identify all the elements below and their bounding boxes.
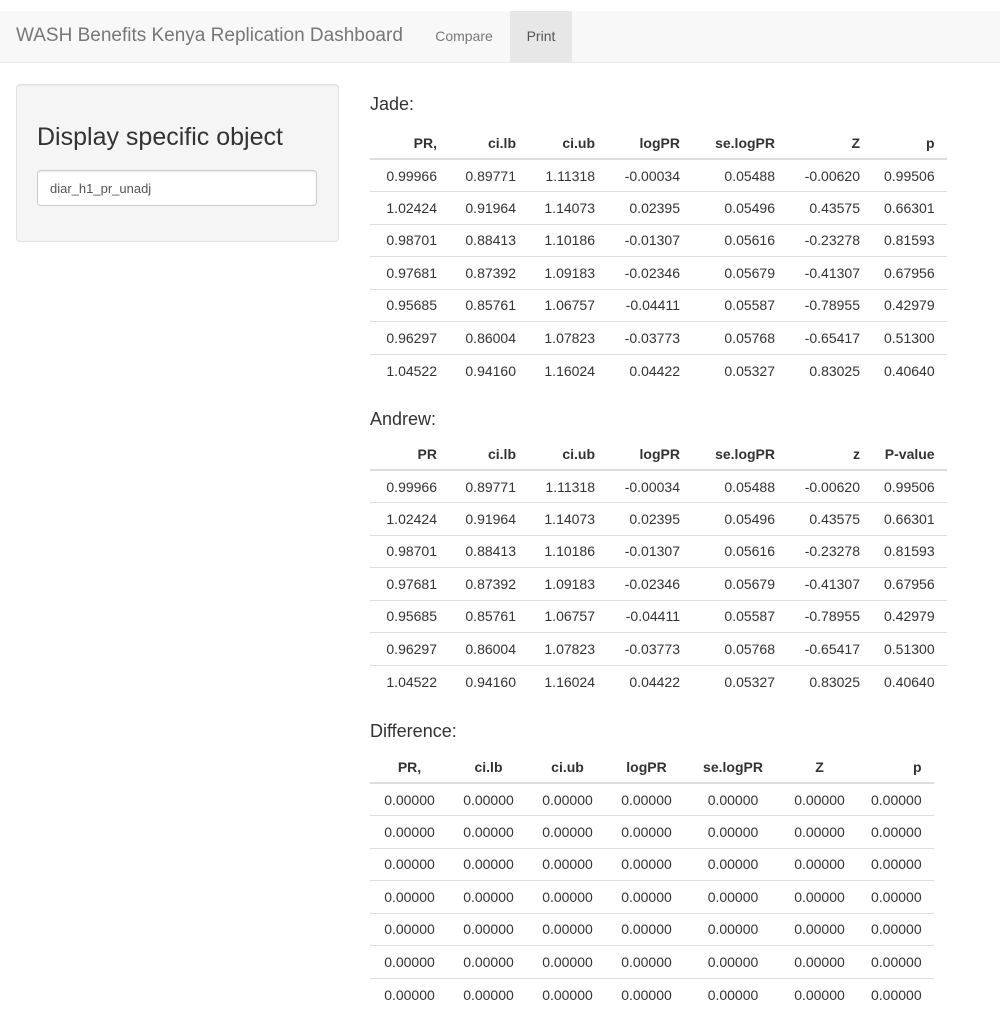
table-cell: 0.00000 <box>607 816 686 849</box>
table-cell: 0.96297 <box>370 633 449 666</box>
table-cell: 0.05587 <box>692 289 787 322</box>
table-row <box>370 470 947 503</box>
table-cell: 0.00000 <box>528 978 607 1011</box>
table-cell: 0.00000 <box>607 783 686 816</box>
table-cell: 0.00000 <box>686 848 780 881</box>
table-cell: 0.95685 <box>370 600 449 633</box>
column-header: ci.ub <box>528 438 607 470</box>
table-cell: 1.16024 <box>528 665 607 698</box>
table-cell: 0.98701 <box>370 535 449 568</box>
column-header: se.logPR <box>692 438 787 470</box>
table-cell: 0.96297 <box>370 322 449 355</box>
table-row <box>370 783 934 816</box>
table-cell: 0.00000 <box>780 881 859 914</box>
table-cell: 0.05496 <box>692 503 787 536</box>
table-row <box>370 224 947 257</box>
table-cell: 0.05488 <box>692 159 787 192</box>
column-header: logPR <box>607 127 692 159</box>
table-cell: 0.00000 <box>449 783 528 816</box>
table-cell: 0.00000 <box>859 978 934 1011</box>
table-cell: 0.67956 <box>872 568 947 601</box>
table-cell: 0.00000 <box>449 978 528 1011</box>
table-row <box>370 568 947 601</box>
table-cell: 0.99966 <box>370 159 449 192</box>
table-cell: 0.05327 <box>692 665 787 698</box>
table-cell: 0.00000 <box>780 848 859 881</box>
table-cell: -0.65417 <box>787 633 872 666</box>
table-cell: 0.00000 <box>859 848 934 881</box>
table-cell: 0.91964 <box>449 192 528 225</box>
column-header: ci.ub <box>528 127 607 159</box>
table-cell: 1.14073 <box>528 503 607 536</box>
table-cell: 0.05587 <box>692 600 787 633</box>
table-cell: 0.00000 <box>370 848 449 881</box>
table-cell: 0.00000 <box>859 783 934 816</box>
table-cell: -0.03773 <box>607 633 692 666</box>
table-cell: -0.04411 <box>607 289 692 322</box>
table-cell: 0.04422 <box>607 354 692 387</box>
table-cell: 0.99506 <box>872 159 947 192</box>
table-cell: 0.83025 <box>787 665 872 698</box>
table-cell: 0.89771 <box>449 470 528 503</box>
column-header: p <box>872 127 947 159</box>
column-header: PR, <box>370 127 449 159</box>
table-cell: 0.00000 <box>607 946 686 979</box>
results-table-andrew <box>370 438 947 698</box>
results-table-difference <box>370 751 934 1011</box>
table-cell: 0.51300 <box>872 633 947 666</box>
table-cell: 0.00000 <box>859 881 934 914</box>
table-cell: -0.41307 <box>787 568 872 601</box>
table-cell: 0.42979 <box>872 289 947 322</box>
table-cell: 1.02424 <box>370 503 449 536</box>
table-cell: 0.04422 <box>607 665 692 698</box>
table-header-row <box>370 127 947 159</box>
column-header: P-value <box>872 438 947 470</box>
table-cell: -0.23278 <box>787 224 872 257</box>
nav-tab-compare[interactable]: Compare <box>435 28 493 44</box>
table-cell: -0.00034 <box>607 470 692 503</box>
table-cell: 0.43575 <box>787 192 872 225</box>
table-cell: 0.99506 <box>872 470 947 503</box>
table-cell: 0.00000 <box>686 946 780 979</box>
table-cell: 0.91964 <box>449 503 528 536</box>
table-cell: -0.00034 <box>607 159 692 192</box>
table-cell: -0.65417 <box>787 322 872 355</box>
table-header-row <box>370 438 947 470</box>
table-cell: 0.05616 <box>692 224 787 257</box>
table-cell: 0.00000 <box>686 978 780 1011</box>
table-cell: 0.40640 <box>872 354 947 387</box>
table-cell: 1.07823 <box>528 322 607 355</box>
table-cell: -0.00620 <box>787 159 872 192</box>
table-row <box>370 322 947 355</box>
table-row <box>370 978 934 1011</box>
object-name-input[interactable] <box>37 170 317 206</box>
table-cell: 0.85761 <box>449 600 528 633</box>
table-cell: 0.05488 <box>692 470 787 503</box>
table-cell: -0.04411 <box>607 600 692 633</box>
table-cell: 0.00000 <box>686 783 780 816</box>
table-cell: 0.00000 <box>859 913 934 946</box>
table-cell: 0.98701 <box>370 224 449 257</box>
table-cell: 0.00000 <box>859 816 934 849</box>
table-cell: 0.00000 <box>780 816 859 849</box>
table-cell: 1.09183 <box>528 568 607 601</box>
table-cell: 0.00000 <box>607 881 686 914</box>
table-cell: 1.10186 <box>528 535 607 568</box>
table-row <box>370 503 947 536</box>
table-cell: 0.00000 <box>528 881 607 914</box>
table-cell: 0.88413 <box>449 224 528 257</box>
table-cell: 0.00000 <box>859 946 934 979</box>
table-cell: 0.05679 <box>692 257 787 290</box>
table-cell: 0.51300 <box>872 322 947 355</box>
table-cell: 1.07823 <box>528 633 607 666</box>
table-cell: 0.00000 <box>528 816 607 849</box>
table-cell: -0.78955 <box>787 600 872 633</box>
column-header: Z <box>787 127 872 159</box>
table-cell: 0.00000 <box>370 978 449 1011</box>
table-cell: 0.00000 <box>686 881 780 914</box>
table-cell: 0.00000 <box>780 783 859 816</box>
table-cell: 0.43575 <box>787 503 872 536</box>
results-table-jade <box>370 127 947 387</box>
table-row <box>370 848 934 881</box>
table-cell: 1.10186 <box>528 224 607 257</box>
table-cell: 0.67956 <box>872 257 947 290</box>
sidebar-panel <box>16 84 339 242</box>
table-cell: 0.05768 <box>692 322 787 355</box>
table-cell: 0.89771 <box>449 159 528 192</box>
table-cell: 0.66301 <box>872 503 947 536</box>
table-cell: 1.11318 <box>528 159 607 192</box>
table-row <box>370 665 947 698</box>
column-header: ci.lb <box>449 751 528 783</box>
table-cell: -0.23278 <box>787 535 872 568</box>
table-cell: 1.16024 <box>528 354 607 387</box>
table-cell: 1.11318 <box>528 470 607 503</box>
table-cell: 0.05616 <box>692 535 787 568</box>
navbar-brand[interactable]: WASH Benefits Kenya Replication Dashboard <box>16 25 403 46</box>
table-cell: 1.06757 <box>528 600 607 633</box>
table-row <box>370 600 947 633</box>
table-cell: -0.78955 <box>787 289 872 322</box>
table-cell: 1.04522 <box>370 665 449 698</box>
table-cell: 0.00000 <box>528 913 607 946</box>
column-header: logPR <box>607 751 686 783</box>
table-cell: 0.00000 <box>449 913 528 946</box>
table-cell: 0.00000 <box>370 881 449 914</box>
table-cell: 0.00000 <box>528 946 607 979</box>
table-cell: 0.00000 <box>449 816 528 849</box>
table-cell: -0.01307 <box>607 224 692 257</box>
table-cell: 0.05496 <box>692 192 787 225</box>
table-cell: 0.81593 <box>872 224 947 257</box>
table-cell: 0.94160 <box>449 354 528 387</box>
table-cell: 0.87392 <box>449 257 528 290</box>
table-cell: 0.95685 <box>370 289 449 322</box>
table-cell: 0.86004 <box>449 322 528 355</box>
column-header: z <box>787 438 872 470</box>
section-title-jade: Jade: <box>370 94 415 114</box>
table-cell: 0.86004 <box>449 633 528 666</box>
table-cell: 0.00000 <box>780 978 859 1011</box>
table-cell: -0.03773 <box>607 322 692 355</box>
table-cell: 0.83025 <box>787 354 872 387</box>
table-cell: -0.00620 <box>787 470 872 503</box>
table-cell: 0.00000 <box>780 946 859 979</box>
table-cell: 1.06757 <box>528 289 607 322</box>
table-cell: 0.00000 <box>607 848 686 881</box>
column-header: Z <box>780 751 859 783</box>
table-header-row <box>370 751 934 783</box>
column-header: PR <box>370 438 449 470</box>
table-cell: 0.97681 <box>370 568 449 601</box>
navbar <box>0 11 1000 63</box>
table-cell: 0.99966 <box>370 470 449 503</box>
table-cell: -0.01307 <box>607 535 692 568</box>
table-cell: -0.41307 <box>787 257 872 290</box>
table-cell: 0.00000 <box>528 848 607 881</box>
table-cell: -0.02346 <box>607 568 692 601</box>
section-title-andrew: Andrew: <box>370 409 437 429</box>
table-row <box>370 159 947 192</box>
table-cell: 0.87392 <box>449 568 528 601</box>
table-cell: 0.88413 <box>449 535 528 568</box>
table-cell: 0.00000 <box>370 946 449 979</box>
table-cell: 0.94160 <box>449 665 528 698</box>
column-header: ci.ub <box>528 751 607 783</box>
table-row <box>370 881 934 914</box>
table-cell: 0.00000 <box>607 978 686 1011</box>
column-header: PR, <box>370 751 449 783</box>
table-cell: 0.00000 <box>607 913 686 946</box>
table-cell: -0.02346 <box>607 257 692 290</box>
table-cell: 0.00000 <box>686 816 780 849</box>
column-header: logPR <box>607 438 692 470</box>
table-cell: 0.02395 <box>607 192 692 225</box>
table-row <box>370 289 947 322</box>
table-cell: 0.00000 <box>449 848 528 881</box>
table-cell: 0.42979 <box>872 600 947 633</box>
table-row <box>370 257 947 290</box>
table-cell: 0.05327 <box>692 354 787 387</box>
table-cell: 0.81593 <box>872 535 947 568</box>
table-cell: 1.14073 <box>528 192 607 225</box>
table-row <box>370 816 934 849</box>
table-cell: 0.05679 <box>692 568 787 601</box>
table-cell: 0.00000 <box>686 913 780 946</box>
sidebar-title: Display specific object <box>37 123 283 151</box>
table-cell: 1.04522 <box>370 354 449 387</box>
table-cell: 0.97681 <box>370 257 449 290</box>
table-cell: 1.02424 <box>370 192 449 225</box>
nav-tab-print[interactable]: Print <box>510 11 572 62</box>
table-cell: 0.00000 <box>449 881 528 914</box>
table-cell: 0.00000 <box>370 913 449 946</box>
table-cell: 0.85761 <box>449 289 528 322</box>
table-cell: 0.02395 <box>607 503 692 536</box>
table-cell: 0.00000 <box>449 946 528 979</box>
table-cell: 0.00000 <box>370 816 449 849</box>
table-cell: 0.40640 <box>872 665 947 698</box>
table-row <box>370 633 947 666</box>
table-row <box>370 946 934 979</box>
section-title-difference: Difference: <box>370 721 457 741</box>
column-header: p <box>859 751 934 783</box>
table-row <box>370 354 947 387</box>
table-cell: 1.09183 <box>528 257 607 290</box>
table-cell: 0.00000 <box>528 783 607 816</box>
table-cell: 0.05768 <box>692 633 787 666</box>
table-row <box>370 535 947 568</box>
column-header: se.logPR <box>686 751 780 783</box>
table-cell: 0.66301 <box>872 192 947 225</box>
column-header: ci.lb <box>449 127 528 159</box>
column-header: se.logPR <box>692 127 787 159</box>
table-cell: 0.00000 <box>780 913 859 946</box>
table-row <box>370 192 947 225</box>
table-cell: 0.00000 <box>370 783 449 816</box>
column-header: ci.lb <box>449 438 528 470</box>
table-row <box>370 913 934 946</box>
